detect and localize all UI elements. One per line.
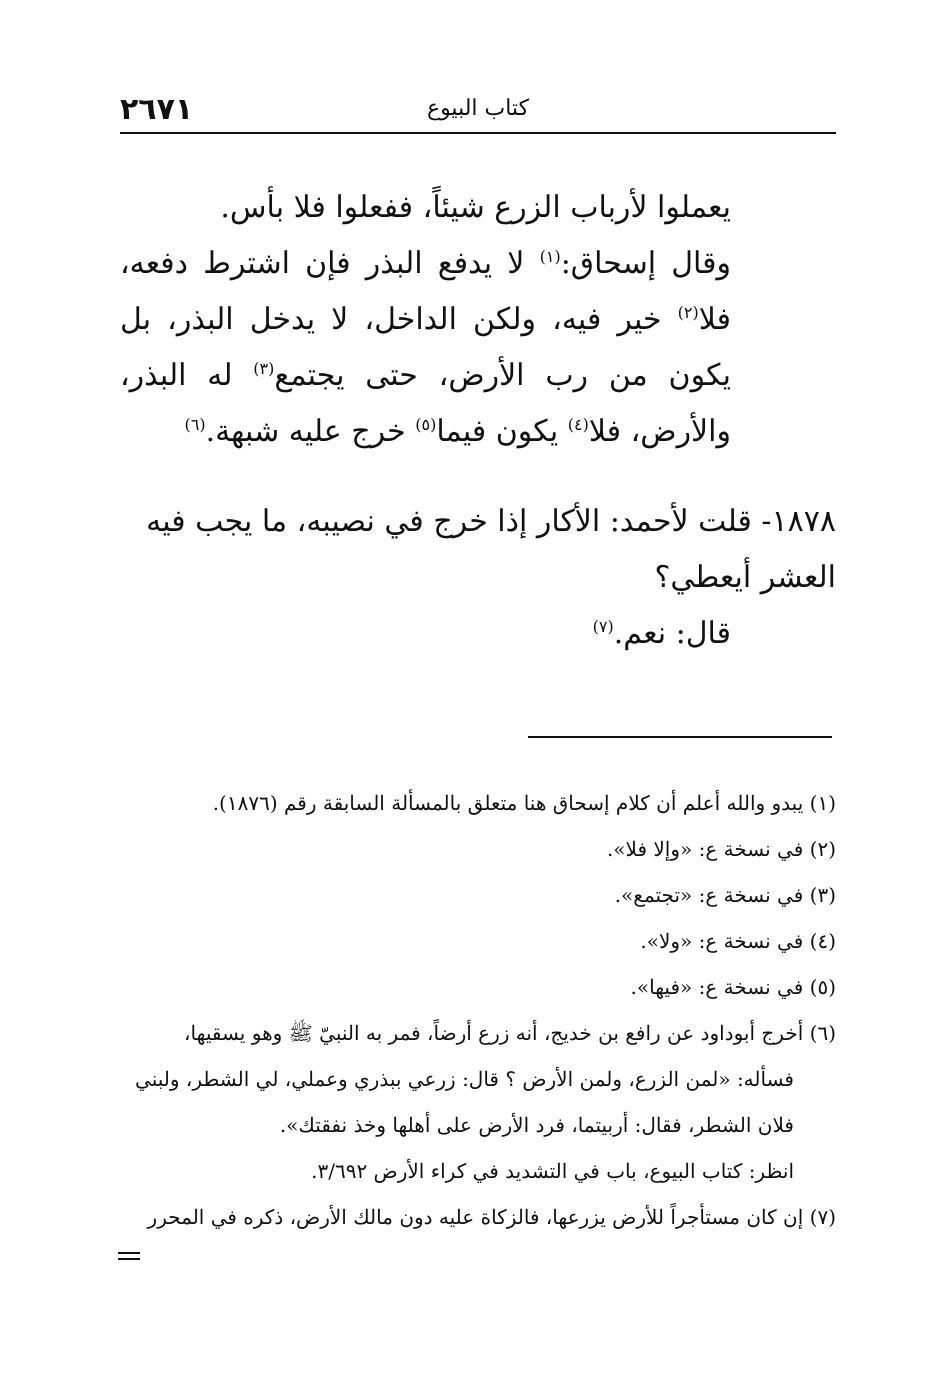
footnote-6-line-2: فسأله: «لمن الزرع، ولمن الأرض ؟ قال: زرعي ببذري وعملي، لي الشطر، ولبني <box>135 1067 794 1091</box>
question-1878 <box>120 494 836 662</box>
page-number: ٢٦٧١ <box>120 92 194 127</box>
footnote-7: (٧) إن كان مستأجراً للأرض يزرعها، فالزكاة عليه دون مالك الأرض، ذكره في المحرر <box>147 1205 836 1229</box>
running-title: كتاب البيوع <box>426 96 530 121</box>
footnote-separator <box>528 736 832 738</box>
text-line: يعملوا لأرباب الزرع شيئاً، ففعلوا فلا بأس. <box>220 190 731 225</box>
main-text <box>120 180 836 662</box>
intro-paragraph <box>120 180 836 460</box>
footnote-ref-6: (٦) <box>184 415 206 434</box>
footnote-3: (٣) في نسخة ع: «تجتمع». <box>614 883 836 907</box>
page-header <box>120 92 836 132</box>
answer-text: قال: نعم.$^{(٧)}$ <box>592 616 731 651</box>
footnote-6-line-3: فلان الشطر، فقال: أربيتما، فرد الأرض على أهلها وخذ نفقتك». <box>279 1113 794 1137</box>
continuation-mark-icon <box>118 1252 140 1260</box>
question-number: ١٨٧٨- <box>761 504 836 539</box>
footnote-ref-3: (٣) <box>253 359 275 378</box>
footnote-1: (١) يبدو والله أعلم أن كلام إسحاق هنا متعلق بالمسألة السابقة رقم (١٨٧٦). <box>212 791 836 815</box>
footnote-ref-7: (٧) <box>592 617 614 636</box>
header-rule <box>120 132 836 134</box>
footnote-ref-1: (١) <box>539 247 561 266</box>
footnote-6: (٦) أخرج أبوداود عن رافع بن خديج، أنه زرع أرضاً، فمر به النبيّ ﷺ وهو يسقيها، <box>184 1021 836 1045</box>
footnote-ref-5: (٥) <box>415 415 437 434</box>
footnote-2: (٢) في نسخة ع: «وإلا فلا». <box>606 837 836 861</box>
footnote-ref-2: (٢) <box>677 303 699 322</box>
footnote-ref-4: (٤) <box>567 415 589 434</box>
footnote-4: (٤) في نسخة ع: «ولا». <box>640 929 836 953</box>
question-text: ١٨٧٨- قلت لأحمد: الأكار إذا خرج في نصيبه، ما يجب فيه العشر أيعطي؟ <box>146 504 836 595</box>
ishaq-paragraph: وقال إسحاق:$^{(١)}$ لا يدفع البذر فإن اشترط دفعه، فلا$^{(٢)}$ خير فيه، ولكن الداخل، لا يدخل البذر، بل يكون من رب الأرض، حتى يجتمع$^{(٣)}$ له البذر، والأرض، فلا$^{(٤)}$ يكون فيما$^{(٥)}$ خرج عليه شبهة.$^{(٦)}$ <box>120 246 731 449</box>
footnotes <box>116 780 836 1240</box>
footnote-6-reference: انظر: كتاب البيوع، باب في التشديد في كراء الأرض ٣/٦٩٢. <box>311 1159 794 1183</box>
footnote-5: (٥) في نسخة ع: «فيها». <box>630 975 836 999</box>
